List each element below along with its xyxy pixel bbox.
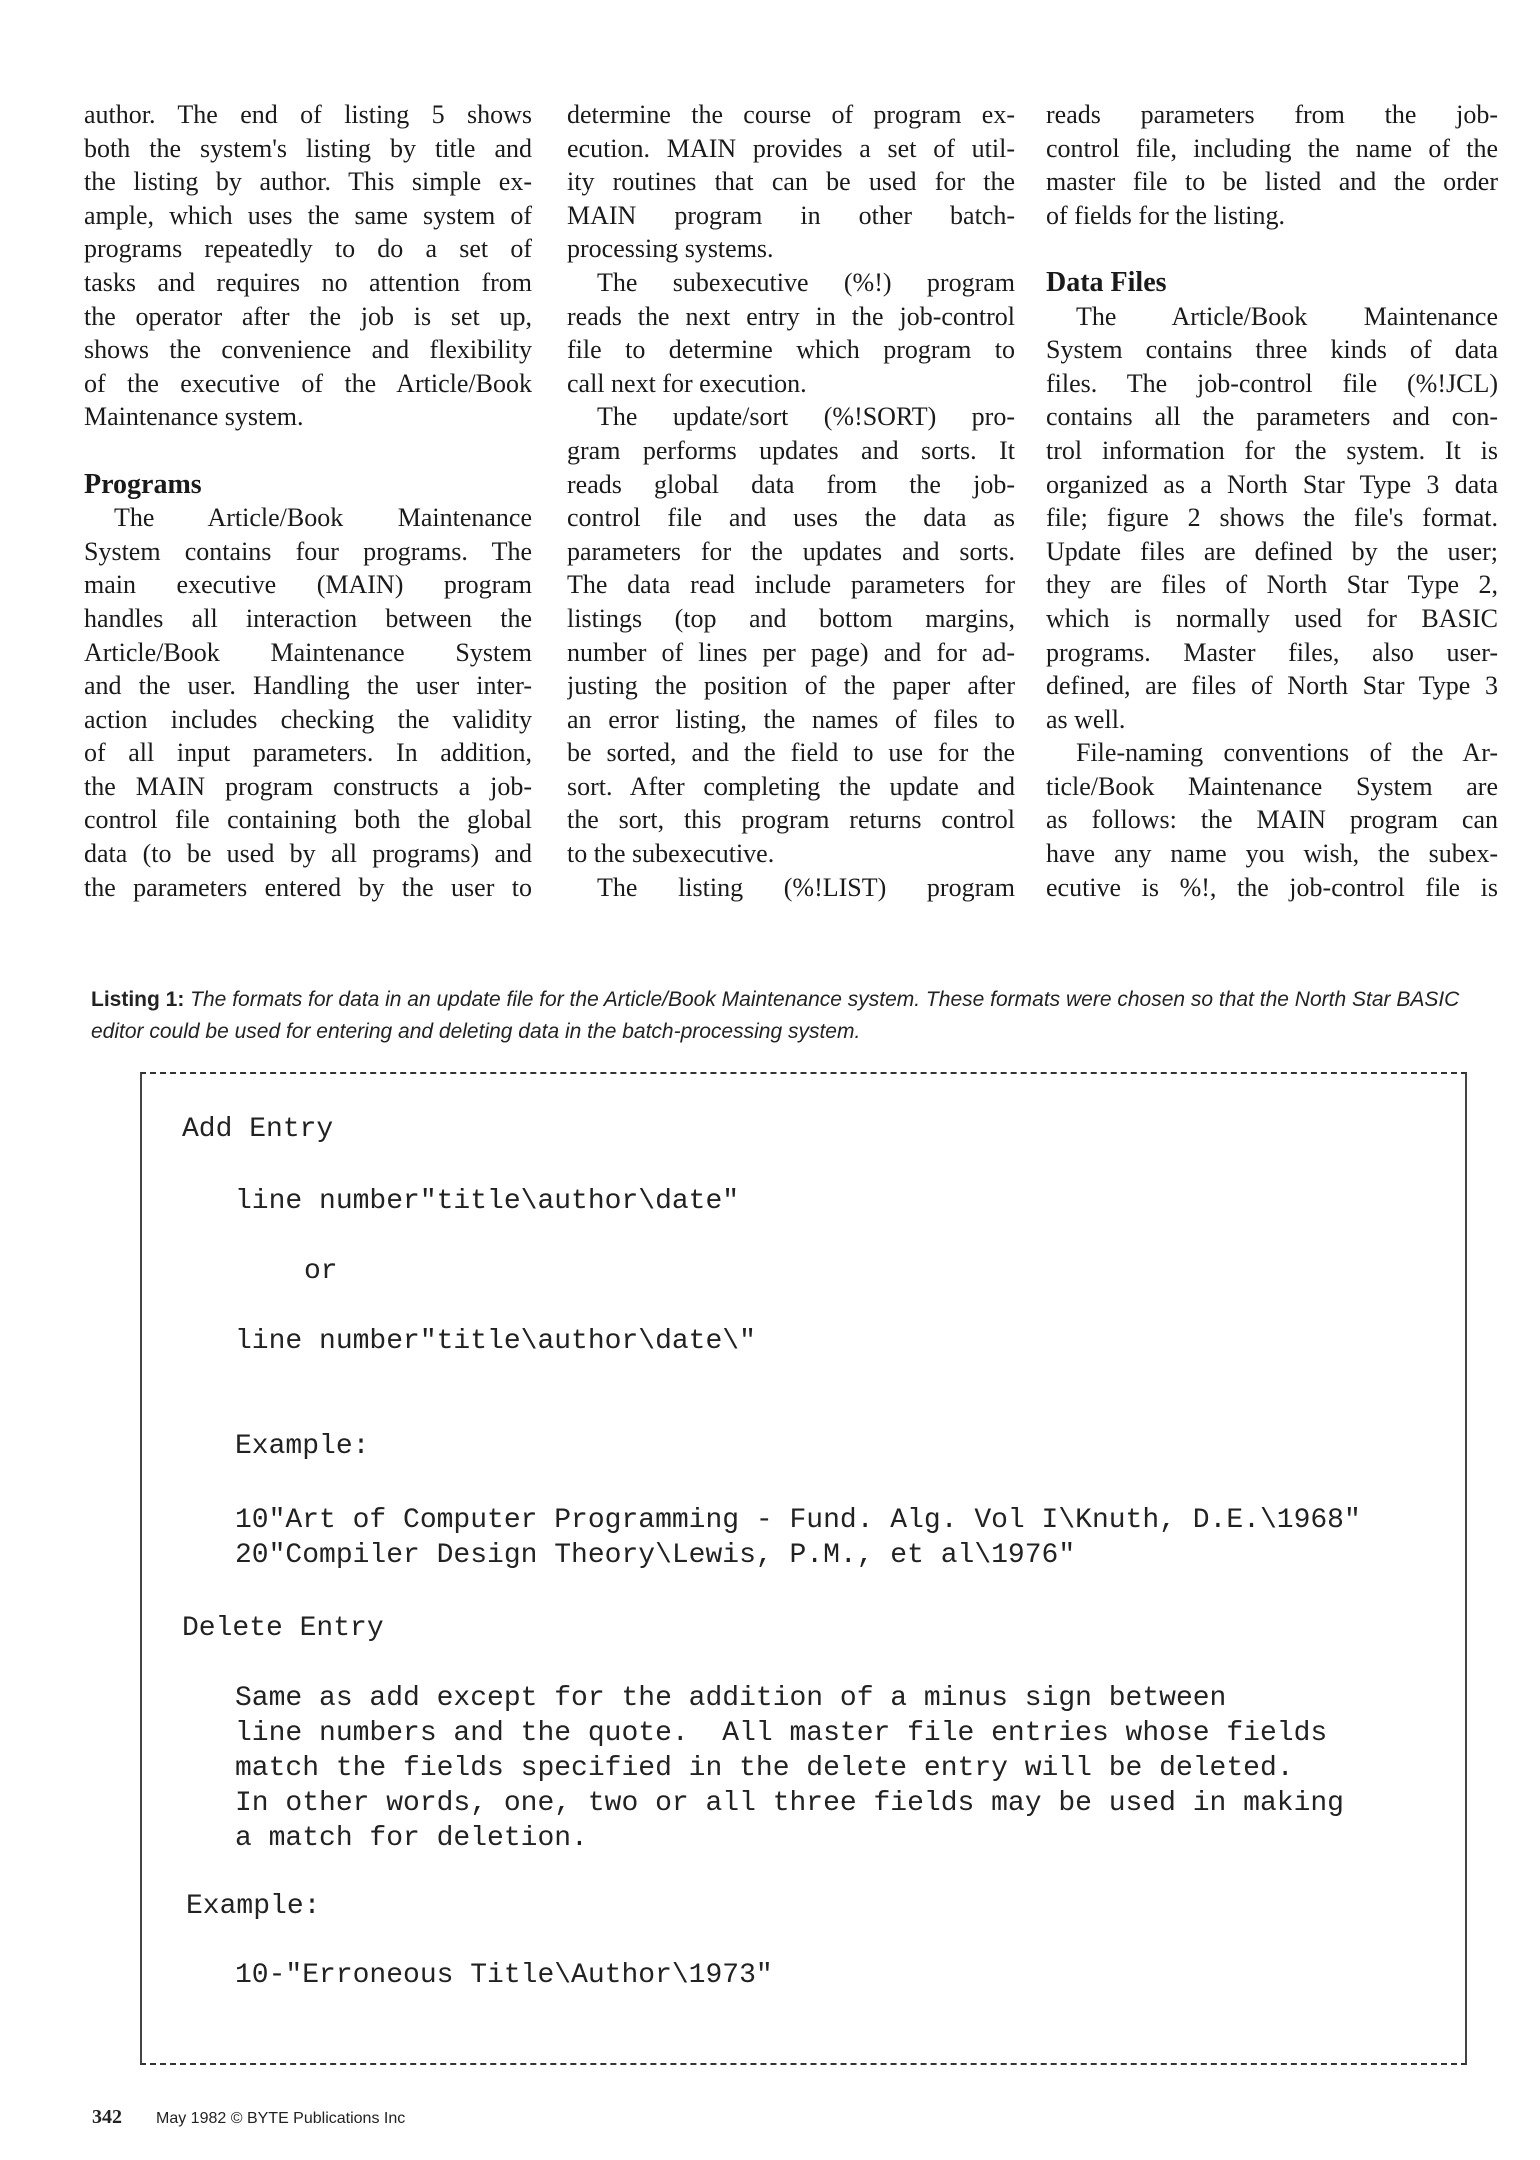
text-line: tasks and requires no attention from — [84, 267, 532, 297]
text-line: control file and uses the data as — [567, 503, 1015, 533]
text-line: programs. Master files, also user- — [1046, 637, 1498, 667]
code-line: 20"Compiler Design Theory\Lewis, P.M., et al\1976" — [235, 1540, 1076, 1571]
text-line: as follows: the MAIN program can — [1046, 805, 1498, 835]
caption-label: Listing 1: — [91, 988, 185, 1011]
text-line: justing the position of the paper after — [567, 671, 1015, 701]
text-line: the operator after the job is set up, — [84, 301, 532, 331]
text-line: the parameters entered by the user to — [84, 872, 532, 902]
text-line: of fields for the listing. — [1046, 200, 1286, 230]
code-line: Delete Entry — [182, 1613, 384, 1644]
text-line: shows the convenience and flexibility — [84, 335, 532, 365]
text-line: have any name you wish, the subex- — [1046, 839, 1498, 869]
text-line: file to determine which program to — [567, 335, 1015, 365]
code-line: Example: — [235, 1431, 370, 1462]
text-line: Maintenance system. — [84, 402, 304, 432]
footer-credit: May 1982 © BYTE Publications Inc — [156, 2110, 406, 2127]
section-heading-programs: Programs — [84, 468, 202, 500]
text-line: organized as a North Star Type 3 data — [1046, 469, 1498, 499]
text-line: which is normally used for BASIC — [1046, 603, 1498, 633]
text-line: author. The end of listing 5 shows — [84, 100, 532, 129]
text-line: to the subexecutive. — [567, 839, 775, 869]
code-line: Add Entry — [182, 1114, 334, 1145]
listing-caption — [91, 984, 1499, 1048]
text-line: be sorted, and the field to use for the — [567, 738, 1015, 768]
text-line: reads parameters from the job- — [1046, 100, 1498, 129]
text-line: The Article/Book Maintenance — [114, 503, 532, 533]
column-1 — [84, 98, 532, 904]
text-line: sort. After completing the update and — [567, 771, 1015, 801]
text-line: call next for execution. — [567, 368, 807, 398]
paragraph — [1046, 736, 1498, 904]
code-listing-box — [140, 1072, 1467, 2065]
text-line: processing systems. — [567, 234, 774, 264]
paragraph — [84, 98, 532, 434]
paragraph — [1046, 300, 1498, 737]
text-line: master file to be listed and the order — [1046, 167, 1498, 197]
text-line: data (to be used by all programs) and — [84, 839, 532, 869]
text-line: MAIN program in other batch- — [567, 200, 1015, 230]
text-line: an error listing, the names of files to — [567, 704, 1015, 734]
text-line: contains all the parameters and con- — [1046, 402, 1498, 432]
text-line: the MAIN program constructs a job- — [84, 771, 532, 801]
text-line: Article/Book Maintenance System — [84, 637, 532, 667]
text-line: the sort, this program returns control — [567, 805, 1015, 835]
text-line: as well. — [1046, 704, 1126, 734]
text-line: and the user. Handling the user inter- — [84, 671, 532, 701]
caption-text: The formats for data in an update file for the Article/Book Maintenance system. These formats were chosen so that the North Star BASIC editor could be used for entering and deleting data in the batch-processing system. — [91, 988, 1460, 1043]
text-line: The subexecutive (%!) program — [597, 267, 1015, 297]
column-3 — [1046, 98, 1498, 904]
code-line: or — [304, 1256, 338, 1287]
text-line: File-naming conventions of the Ar- — [1076, 738, 1498, 768]
paragraph — [567, 400, 1015, 870]
text-line: ity routines that can be used for the — [567, 167, 1015, 197]
code-line: In other words, one, two or all three fields may be used in making — [235, 1788, 1344, 1819]
code-line: Same as add except for the addition of a minus sign between — [235, 1683, 1227, 1714]
text-line: trol information for the system. It is — [1046, 435, 1498, 465]
text-line: ample, which uses the same system of — [84, 200, 532, 230]
text-line: reads the next entry in the job-control — [567, 301, 1015, 331]
text-line: control file containing both the global — [84, 805, 532, 835]
text-line: main executive (MAIN) program — [84, 570, 532, 600]
code-line: a match for deletion. — [235, 1823, 588, 1854]
text-line: of all input parameters. In addition, — [84, 738, 532, 768]
page-number: 342 — [92, 2106, 122, 2128]
column-2 — [567, 98, 1015, 904]
code-line: line number"title\author\date" — [235, 1186, 740, 1217]
text-line: ecution. MAIN provides a set of util- — [567, 133, 1015, 163]
text-line: defined, are files of North Star Type 3 — [1046, 671, 1498, 701]
paragraph — [567, 266, 1015, 400]
code-line: match the fields specified in the delete entry will be deleted. — [235, 1753, 1294, 1784]
section-heading-data-files: Data Files — [1046, 266, 1167, 298]
text-line: handles all interaction between the — [84, 603, 532, 633]
text-line: programs repeatedly to do a set of — [84, 234, 532, 264]
text-line: they are files of North Star Type 2, — [1046, 570, 1498, 600]
code-line: 10"Art of Computer Programming - Fund. Alg. Vol I\Knuth, D.E.\1968" — [235, 1505, 1361, 1536]
code-line: 10-"Erroneous Title\Author\1973" — [235, 1960, 773, 1991]
text-line: reads global data from the job- — [567, 469, 1015, 499]
text-line: of the executive of the Article/Book — [84, 368, 532, 398]
text-line: action includes checking the validity — [84, 704, 532, 734]
paragraph — [84, 501, 532, 904]
text-line: The Article/Book Maintenance — [1076, 301, 1498, 331]
text-line: control file, including the name of the — [1046, 133, 1498, 163]
text-line: System contains four programs. The — [84, 536, 532, 566]
paragraph — [567, 98, 1015, 266]
text-line: Update files are defined by the user; — [1046, 536, 1498, 566]
text-line: parameters for the updates and sorts. — [567, 536, 1015, 566]
paragraph — [1046, 98, 1498, 232]
page-footer — [92, 2106, 405, 2129]
paragraph — [567, 871, 1015, 905]
text-line: The update/sort (%!SORT) pro- — [597, 402, 1015, 432]
text-line: file; figure 2 shows the file's format. — [1046, 503, 1498, 533]
text-line: number of lines per page) and for ad- — [567, 637, 1015, 667]
text-line: files. The job-control file (%!JCL) — [1046, 368, 1498, 398]
text-line: both the system's listing by title and — [84, 133, 532, 163]
code-line: Example: — [186, 1891, 321, 1922]
text-line: System contains three kinds of data — [1046, 335, 1498, 365]
text-line: gram performs updates and sorts. It — [567, 435, 1015, 465]
text-line: ecutive is %!, the job-control file is — [1046, 872, 1498, 902]
text-line: listings (top and bottom margins, — [567, 603, 1015, 633]
text-line: The data read include parameters for — [567, 570, 1015, 600]
code-line: line number"title\author\date\" — [235, 1326, 756, 1357]
text-line: ticle/Book Maintenance System are — [1046, 771, 1498, 801]
text-line: determine the course of program ex- — [567, 100, 1015, 129]
text-line: the listing by author. This simple ex- — [84, 167, 532, 197]
code-line: line numbers and the quote. All master file entries whose fields — [235, 1718, 1328, 1749]
text-line: The listing (%!LIST) program — [597, 872, 1015, 902]
